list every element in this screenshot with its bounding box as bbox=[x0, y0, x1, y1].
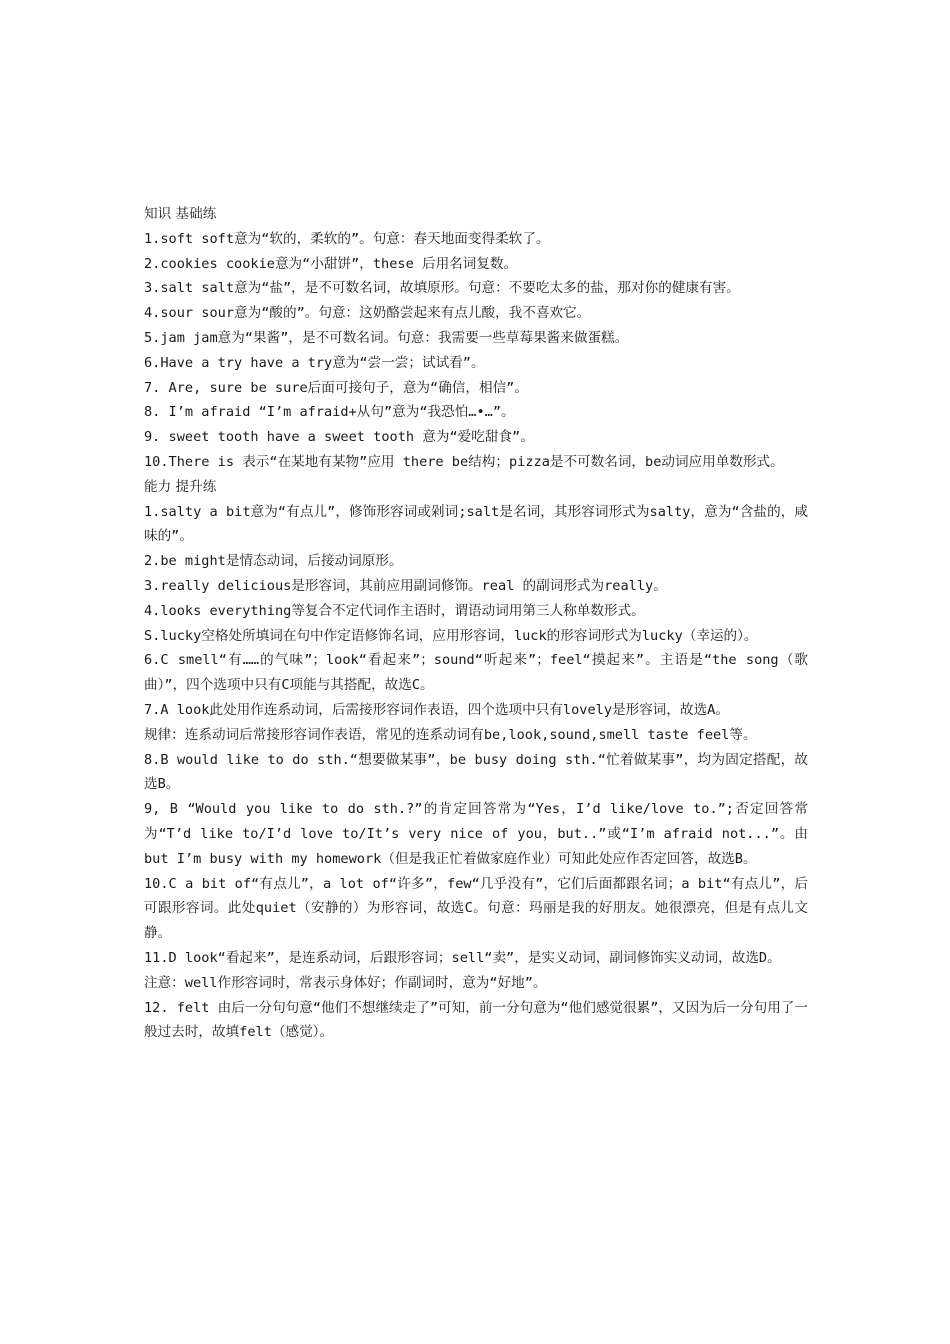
answer-item: 9, B “Would you like to do sth.?”的肯定回答常为“Yes，I’d like/love to.”;否定回答常为“T’d like to/I’d love to/It’s very nice of you，but..”或“I’m afraid not...”。由 but I’m busy with my homework（但是我正忙着做家庭作业）可知此处应作否定回答，故选B。 bbox=[144, 801, 808, 867]
answer-item: 11.D look“看起来”，是连系动词，后跟形容词；sell“卖”，是实义动词，副词修饰实义动词，故选D。 bbox=[144, 949, 781, 966]
section-heading-advanced: 能力 提升练 bbox=[144, 478, 217, 495]
answer-item: 3.salt salt意为“盐”，是不可数名词，故填原形。句意：不要吃太多的盐，那对你的健康有害。 bbox=[144, 280, 740, 297]
answer-item: 10.There is 表示“在某地有某物”应用 there be结构；pizza是不可数名词，be动词应用单数形式。 bbox=[144, 453, 784, 470]
answer-item: 7.A look此处用作连系动词，后需接形容词作表语，四个选项中只有lovely是形容词，故选A。 bbox=[144, 701, 729, 718]
answer-item: 8. I’m afraid “I’m afraid+从句”意为“我恐怕…•…”。 bbox=[144, 404, 515, 421]
answer-item: 7. Are, sure be sure后面可接句子，意为“确信，相信”。 bbox=[144, 379, 528, 396]
answer-item: 6.Have a try have a try意为“尝一尝；试试看”。 bbox=[144, 354, 485, 371]
rule-note: 规律：连系动词后常接形容词作表语，常见的连系动词有be,look,sound,smell taste feel等。 bbox=[144, 726, 757, 743]
answer-item: 4.sour sour意为“酸的”。句意：这奶酪尝起来有点儿酸，我不喜欢它。 bbox=[144, 305, 591, 322]
answer-item: 3.really delicious是形容词，其前应用副词修饰。real 的副词形式为really。 bbox=[144, 577, 667, 594]
answer-item: 4.looks everything等复合不定代词作主语时，谓语动词用第三人称单数形式。 bbox=[144, 602, 645, 619]
answer-item: 12. felt 由后一分句句意“他们不想继续走了”可知，前一分句意为“他们感觉很累”，又因为后一分句用了一般过去时，故填felt（感觉）。 bbox=[144, 999, 808, 1041]
answer-item: 2.cookies cookie意为“小甜饼”，these 后用名词复数。 bbox=[144, 255, 518, 272]
answer-item: 2.be might是情态动词，后接动词原形。 bbox=[144, 553, 403, 570]
answer-item: 6.C smell“有……的气味”；look“看起来”；sound“听起来”；feel“摸起来”。主语是“the song（歌曲）”，四个选项中只有C项能与其搭配，故选C。 bbox=[144, 652, 808, 694]
answer-item: 1.salty a bit意为“有点儿”，修饰形容词或剁词;salt是名词，其形容词形式为salty，意为“含盐的，咸味的”。 bbox=[144, 503, 808, 545]
attention-note: 注意：well作形容词时，常表示身体好；作副词时，意为“好地”。 bbox=[144, 974, 547, 991]
document-page bbox=[144, 202, 808, 1045]
answer-item: 10.C a bit of“有点儿”，a lot of“许多”，few“几乎没有”，它们后面都跟名词；a bit“有点儿”，后可跟形容词。此处quiet（安静的）为形容词，故选C。句意：玛丽是我的好朋友。她很漂亮，但是有点儿文静。 bbox=[144, 875, 808, 942]
section-heading-basic: 知识 基础练 bbox=[144, 206, 217, 222]
answer-item: 1.soft soft意为“软的，柔软的”。句意：春天地面变得柔软了。 bbox=[144, 230, 550, 247]
answer-item: 8.B would like to do sth.“想要做某事”，be busy doing sth.“忙着做某事”，均为固定搭配，故选B。 bbox=[144, 751, 808, 793]
answer-item: 5.jam jam意为“果酱”，是不可数名词。句意：我需要一些草莓果酱来做蛋糕。 bbox=[144, 329, 629, 346]
answer-item: 9. sweet tooth have a sweet tooth 意为“爱吃甜食”。 bbox=[144, 429, 534, 446]
answer-item: S.lucky空格处所填词在句中作定语修饰名词，应用形容词，luck的形容词形式为lucky（幸运的）。 bbox=[144, 627, 758, 644]
